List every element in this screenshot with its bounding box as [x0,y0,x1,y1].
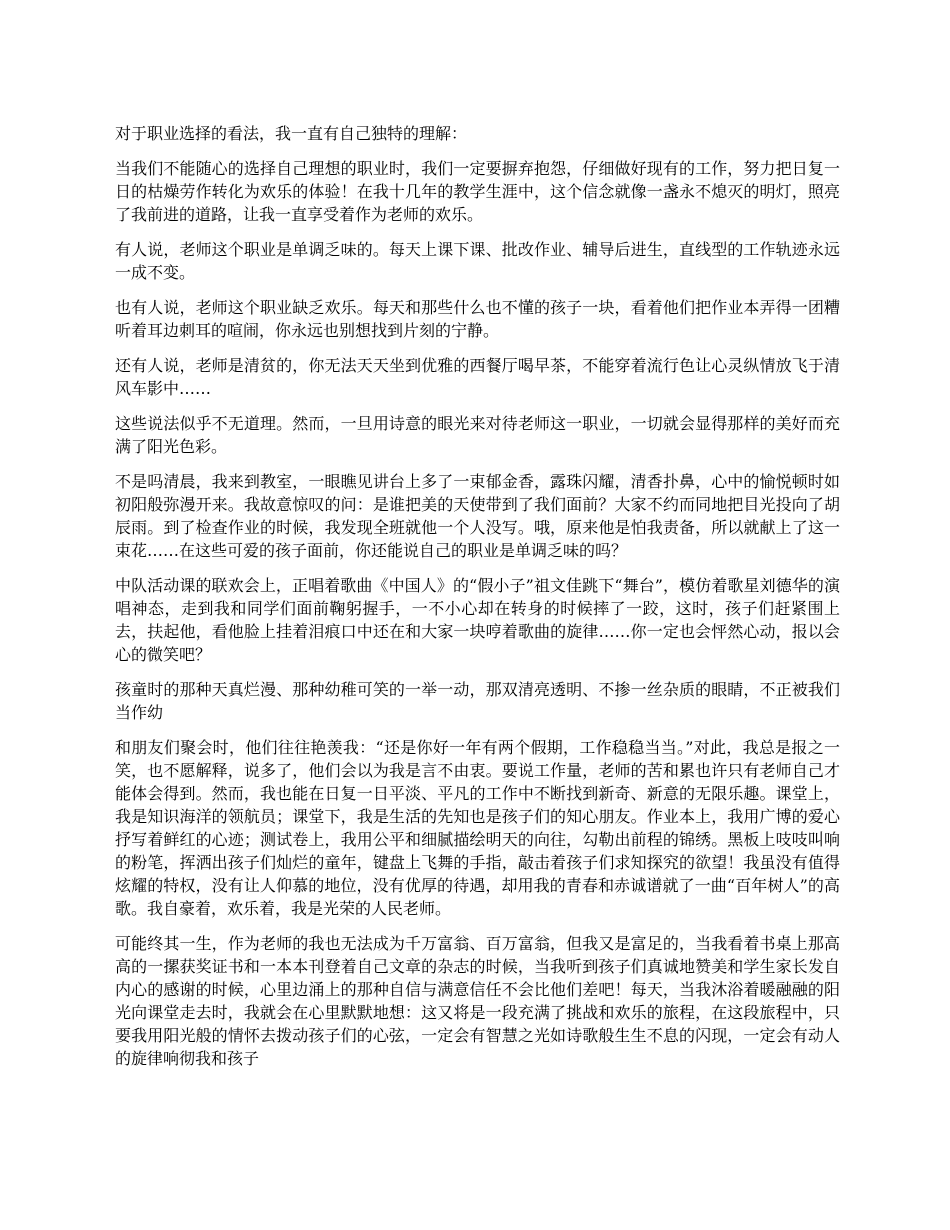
paragraph-2: 当我们不能随心的选择自己理想的职业时，我们一定要摒弃抱怨，仔细做好现有的工作，努力把日复一日的枯燥劳作转化为欢乐的体验！在我十几年的教学生涯中，这个信念就像一盏永不熄灭的明灯，照亮了我前进的道路，让我一直享受着作为老师的欢乐。 [115,159,840,224]
paragraph-8: 中队活动课的联欢会上，正唱着歌曲《中国人》的“假小子”祖文佳跳下“舞台”，模仿着歌星刘德华的演唱神态，走到我和同学们面前鞠躬握手，一不小心却在转身的时候摔了一跤，这时，孩子们赶紧围上去，扶起他，看他脸上挂着泪痕口中还在和大家一块哼着歌曲的旋律……你一定也会怦然心动，报以会心的微笑吧？ [115,576,840,664]
paragraph-10: 和朋友们聚会时，他们往往艳羡我：“还是你好一年有两个假期，工作稳稳当当。”对此，我总是报之一笑，也不愿解释，说多了，他们会以为我是言不由衷。要说工作量，老师的苦和累也许只有老师自己才能体会得到。然而，我也能在日复一日平淡、平凡的工作中不断找到新奇、新意的无限乐趣。课堂上，我是知识海洋的领航员；课堂下，我是生活的先知也是孩子们的知心朋友。作业本上，我用广博的爱心抒写着鲜红的心迹；测试卷上，我用公平和细腻描绘明天的向往，勾勒出前程的锦绣。黑板上吱吱叫响的粉笔，挥洒出孩子们灿烂的童年，键盘上飞舞的手指，敲击着孩子们求知探究的欲望！我虽没有值得炫耀的特权，没有让人仰慕的地位，没有优厚的待遇，却用我的青春和赤诚谱就了一曲“百年树人”的高歌。我自豪着，欢乐着，我是光荣的人民老师。 [115,738,840,918]
paragraph-1: 对于职业选择的看法，我一直有自己独特的理解： [115,124,468,143]
paragraph-6: 这些说法似乎不无道理。然而，一旦用诗意的眼光来对待老师这一职业，一切就会显得那样的美好而充满了阳光色彩。 [115,414,840,456]
paragraph-9: 孩童时的那种天真烂漫、那种幼稚可笑的一举一动，那双清亮透明、不掺一丝杂质的眼睛，不正被我们当作幼 [115,680,840,722]
paragraph-5: 还有人说，老师是清贫的，你无法天天坐到优雅的西餐厅喝早茶，不能穿着流行色让心灵纵情放飞于清风车影中…… [115,356,840,398]
paragraph-11: 可能终其一生，作为老师的我也无法成为千万富翁、百万富翁，但我又是富足的，当我看着书桌上那高高的一摞获奖证书和一本本刊登着自己文章的杂志的时候，当我听到孩子们真诚地赞美和学生家长发自内心的感谢的时候，心里边涌上的那种自信与满意信任不会比他们差吧！每天，当我沐浴着暖融融的阳光向课堂走去时，我就会在心里默默地想：这又将是一段充满了挑战和欢乐的旅程，在这段旅程中，只要我用阳光般的情怀去拨动孩子们的心弦，一定会有智慧之光如诗歌般生生不息的闪现，一定会有动人的旋律响彻我和孩子 [115,934,840,1068]
paragraph-7: 不是吗清晨，我来到教室，一眼瞧见讲台上多了一束郁金香，露珠闪耀，清香扑鼻，心中的愉悦顿时如初阳般弥漫开来。我故意惊叹的问：是谁把美的天使带到了我们面前？大家不约而同地把目光投向了胡辰雨。到了检查作业的时候，我发现全班就他一个人没写。哦，原来他是怕我责备，所以就献上了这一束花……在这些可爱的孩子面前，你还能说自己的职业是单调乏味的吗？ [115,472,840,560]
paragraph-3: 有人说，老师这个职业是单调乏味的。每天上课下课、批改作业、辅导后进生，直线型的工作轨迹永远一成不变。 [115,240,840,282]
paragraph-4: 也有人说，老师这个职业缺乏欢乐。每天和那些什么也不懂的孩子一块，看着他们把作业本弄得一团糟听着耳边刺耳的喧闹，你永远也别想找到片刻的宁静。 [115,298,840,340]
